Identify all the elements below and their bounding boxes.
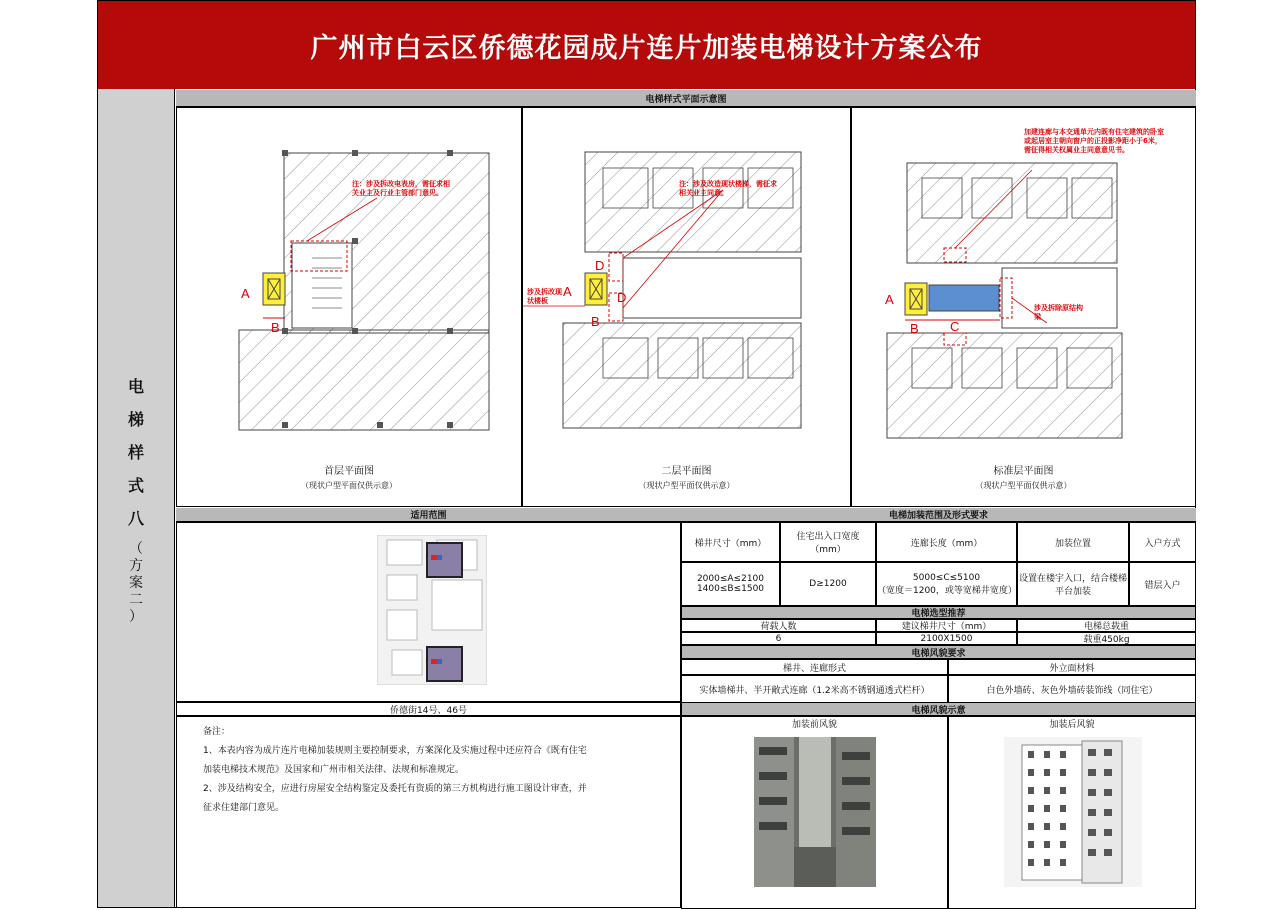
plan-sub-caption: （现状户型平面仅供示意）	[638, 481, 735, 490]
site-map	[377, 535, 487, 685]
side-sub-char: 案	[129, 575, 143, 591]
page-title: 广州市白云区侨德花园成片连片加装电梯设计方案公布	[98, 1, 1195, 89]
style-val-shaft: 实体墙梯井、半开敞式连廊（1.2米高不锈钢通透式栏杆）	[681, 675, 948, 703]
style-col-shaft: 梯井、连廊形式	[681, 659, 948, 675]
plan-second-floor	[522, 107, 851, 507]
req-col-shaft: 梯井尺寸（mm）	[681, 522, 780, 562]
side-char: 式	[127, 476, 144, 495]
plan-first-floor	[176, 107, 522, 507]
side-sub	[129, 541, 143, 626]
side-char: 梯	[127, 410, 144, 429]
before-caption: 加装前风貌	[791, 720, 837, 730]
req-val-entry: 错层入户	[1129, 562, 1196, 606]
side-sub-char: （	[129, 541, 143, 557]
appearance-header: 电梯风貌示意	[681, 702, 1196, 716]
plan-sub-caption: （现状户型平面仅供示意）	[975, 481, 1072, 490]
remarks-panel	[176, 716, 681, 908]
remarks-line: 加装电梯技术规范》及国家和广州市相关法律、法规和标准规定。	[203, 765, 465, 775]
sheet	[97, 0, 1196, 908]
scope-map-panel	[176, 522, 681, 702]
plan-caption: 首层平面图	[324, 466, 374, 477]
sel-col-people: 荷载人数	[681, 619, 876, 632]
side-char: 样	[127, 443, 144, 462]
after-panel	[948, 716, 1196, 909]
sel-col-load: 电梯总载重	[1017, 619, 1196, 632]
plan-note: 注：涉及拆改电表房，需征求相关业主及行业主管部门意见。	[352, 180, 450, 197]
style-val-facade: 白色外墙砖、灰色外墙砖装饰线（同住宅）	[948, 675, 1196, 703]
floorplan-drawing	[177, 108, 521, 448]
after-caption: 加装后风貌	[1049, 720, 1095, 730]
before-photo	[754, 737, 876, 887]
label-b: B	[910, 321, 919, 336]
req-val-shaft: 2000≤A≤2100 1400≤B≤1500	[681, 562, 780, 606]
plan-standard-floor	[851, 107, 1196, 507]
side-char: 电	[127, 377, 144, 396]
remarks	[203, 723, 673, 818]
req-val-entrance: D≥1200	[780, 562, 876, 606]
side-sub-char: ）	[129, 609, 143, 625]
label-a: A	[563, 284, 572, 299]
plan-note: 注：涉及改造现状楼梯，需征求相关业主同意。	[679, 180, 777, 197]
scope-address: 侨德街14号、46号	[176, 702, 681, 716]
selection-header: 电梯选型推荐	[681, 606, 1196, 619]
floorplan-drawing	[523, 108, 850, 448]
style-col-facade: 外立面材料	[948, 659, 1196, 675]
sel-val-shaft: 2100X1500	[876, 632, 1017, 645]
label-d: D	[595, 258, 605, 273]
plan-note-secondary: 涉及拆除原结构梁	[1034, 304, 1083, 321]
label-a: A	[885, 292, 894, 307]
floorplan-drawing	[852, 108, 1195, 448]
label-b: B	[271, 320, 280, 335]
label-c: C	[950, 319, 960, 334]
plan-caption: 标准层平面图	[993, 466, 1054, 477]
req-col-corridor: 连廊长度（mm）	[876, 522, 1017, 562]
after-rendering	[1004, 737, 1142, 887]
sel-val-load: 载重450kg	[1017, 632, 1196, 645]
plan-note: 加建连廊与本交通单元内既有住宅建筑的卧室或起居室主朝向窗户的正投影净距小于6米，需征得相关权属业主同意意见书。	[1024, 128, 1164, 154]
style-header: 电梯风貌要求	[681, 645, 1196, 659]
plan-sub-caption: （现状户型平面仅供示意）	[301, 481, 397, 490]
remarks-line: 征求住建部门意见。	[203, 803, 285, 813]
remarks-title: 备注：	[203, 727, 231, 737]
side-char: 八	[127, 509, 144, 528]
req-col-entry: 入户方式	[1129, 522, 1196, 562]
plan-header: 电梯样式平面示意图	[176, 90, 1196, 107]
side-sub-char: 方	[129, 558, 143, 574]
req-col-position: 加装位置	[1017, 522, 1129, 562]
req-val-position: 设置在楼宇入口，结合楼梯平台加装	[1017, 562, 1129, 606]
remarks-line: 1、本表内容为成片连片电梯加装规则主要控制要求，方案深化及实施过程中还应符合《既有住宅	[203, 746, 587, 756]
requirements-header: 电梯加装范围及形式要求	[681, 508, 1196, 522]
label-a: A	[241, 286, 250, 301]
before-panel	[681, 716, 948, 909]
sel-val-people: 6	[681, 632, 876, 645]
req-col-entrance: 住宅出入口宽度（mm）	[780, 522, 876, 562]
req-val-corridor: 5000≤C≤5100 （宽度＝1200，或等宽梯井宽度）	[876, 562, 1017, 606]
plan-note-secondary: 涉及拆改现状楼板	[527, 288, 562, 305]
scope-header: 适用范围	[176, 508, 681, 522]
label-d: D	[617, 290, 627, 305]
label-b: B	[591, 314, 600, 329]
side-label	[98, 89, 175, 907]
side-sub-char: 二	[129, 592, 143, 608]
plan-caption: 二层平面图	[661, 466, 712, 477]
sel-col-shaft: 建议梯井尺寸（mm）	[876, 619, 1017, 632]
remarks-line: 2、涉及结构安全，应进行房屋安全结构鉴定及委托有资质的第三方机构进行施工图设计审查，并	[203, 784, 587, 794]
